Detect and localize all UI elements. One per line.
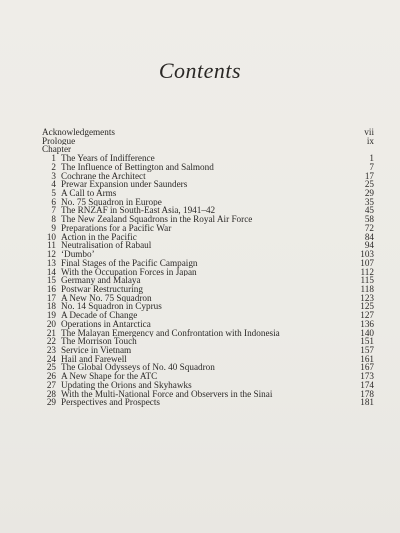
toc-chapter-row [42,381,374,390]
chapter-title: No. 14 Squadron in Cyprus [61,302,162,312]
chapter-page: 118 [360,283,374,294]
toc-chapter-row [42,302,374,311]
toc-chapter-row [42,206,374,215]
toc-chapter-row [42,276,374,285]
chapter-number: 6 [51,196,56,207]
chapter-title: The Years of Indifference [61,154,155,163]
chapter-number: 25 [46,362,56,373]
chapter-page: 1 [369,153,374,164]
chapter-number: 17 [46,292,56,303]
chapter-number: 7 [51,205,56,216]
chapter-page: 35 [364,196,374,207]
chapter-number: 2 [51,161,56,172]
toc-chapter-row [42,241,374,250]
chapter-title: Operations in Antarctica [61,319,151,329]
chapter-title: Prewar Expansion under Saunders [61,180,188,190]
chapter-page: 107 [360,257,374,268]
chapter-title: Final Stages of the Pacific Campaign [61,258,198,268]
toc-chapter-row [42,320,374,329]
chapter-number: 14 [46,266,56,277]
chapter-number: 1 [51,153,56,164]
chapter-title: Hail and Farewell [61,354,127,364]
toc-chapter-row [42,250,374,259]
chapter-title: A Decade of Change [61,311,138,320]
chapter-title: The New Zealand Squadrons in the Royal Air Force [61,215,253,224]
toc-front-label: Acknowledgements [42,128,115,137]
chapter-page: 58 [364,214,374,225]
chapter-number: 18 [46,301,56,312]
toc-front-row [42,145,374,154]
toc-chapter-row [42,337,374,346]
toc-front-row [42,128,374,137]
chapter-number: 23 [46,344,56,355]
chapter-page: 123 [360,292,374,303]
toc-chapter-row [42,224,374,233]
toc-front-page: ix [366,135,374,146]
toc-chapter-row [42,390,374,399]
chapter-title: No. 75 Squadron in Europe [61,197,162,207]
toc-chapter-row [42,363,374,372]
chapter-title: Action in the Pacific [61,232,137,242]
chapter-page: 25 [364,179,374,190]
toc-chapter-row [42,311,374,320]
toc-front-row [42,137,374,146]
toc-chapter-row [42,355,374,364]
chapter-page: 72 [364,222,374,233]
chapter-number: 26 [46,371,56,382]
chapter-page: 45 [364,205,374,216]
chapter-title: The RNZAF in South-East Asia, 1941–42 [61,206,216,216]
chapter-title: The Morrison Touch [61,337,137,346]
chapter-page: 84 [364,231,374,242]
chapter-title: Preparations for a Pacific War [61,223,172,233]
toc-chapter-heading: Chapter [42,145,72,155]
chapter-title: A Call to Arms [61,189,117,198]
toc-chapter-row [42,259,374,268]
chapter-title: Service in Vietnam [61,345,132,355]
chapter-title: A New No. 75 Squadron [61,293,152,303]
chapter-page: 151 [360,336,374,347]
chapter-title: ‘Dumbo’ [61,250,95,259]
chapter-title: The Influence of Bettington and Salmond [61,162,214,172]
chapter-title: With the Multi-National Force and Observers in the Sinai [61,389,273,399]
chapter-number: 22 [46,336,56,347]
chapter-number: 27 [46,379,56,390]
chapter-page: 173 [360,371,374,382]
toc-chapter-row [42,172,374,181]
page-title: Contents [158,58,242,83]
chapter-number: 11 [47,240,56,251]
toc-chapter-row [42,154,374,163]
toc-chapter-row [42,180,374,189]
chapter-number: 15 [46,275,56,286]
chapter-number: 3 [51,170,56,181]
chapter-page: 115 [360,275,374,286]
chapter-title: Postwar Restructuring [61,284,143,294]
chapter-number: 12 [46,249,56,260]
chapter-page: 181 [360,397,374,408]
chapter-page: 167 [360,362,374,373]
toc-chapter-row [42,398,374,407]
chapter-title: The Global Odysseys of No. 40 Squadron [61,363,215,373]
chapter-title: Cochrane the Architect [61,171,146,181]
toc-chapter-row [42,372,374,381]
chapter-title: Neutralisation of Rabaul [61,241,152,251]
chapter-title: Updating the Orions and Skyhawks [61,380,192,390]
chapter-page: 112 [360,266,374,277]
chapter-page: 103 [360,249,374,260]
chapter-number: 5 [51,188,56,199]
toc-chapter-row [42,285,374,294]
toc-chapter-row [42,233,374,242]
chapter-title: The Malayan Emergency and Confrontation with Indonesia [61,328,280,338]
toc-chapter-row [42,268,374,277]
toc-front-page: vii [364,127,374,137]
chapter-number: 29 [46,397,56,408]
chapter-page: 157 [360,344,374,355]
table-of-contents [42,128,374,407]
chapter-number: 19 [46,310,56,321]
chapter-title: Perspectives and Prospects [61,398,160,407]
chapter-page: 140 [360,327,374,338]
chapter-page: 174 [360,379,374,390]
toc-chapter-row [42,329,374,338]
chapter-number: 24 [46,353,56,364]
chapter-page: 178 [360,388,374,399]
toc-chapter-row [42,189,374,198]
chapter-number: 16 [46,283,56,294]
toc-chapter-row [42,198,374,207]
chapter-number: 28 [46,388,56,399]
chapter-number: 4 [51,179,56,190]
chapter-page: 161 [360,353,374,364]
chapter-title: Germany and Malaya [61,276,141,285]
chapter-number: 21 [46,327,56,338]
toc-chapter-row [42,346,374,355]
chapter-page: 125 [360,301,374,312]
chapter-page: 127 [360,310,374,321]
chapter-number: 9 [51,222,56,233]
chapter-page: 29 [364,188,374,199]
chapter-number: 8 [51,214,56,225]
chapter-title: A New Shape for the ATC [61,372,158,381]
chapter-page: 17 [364,170,374,181]
chapter-list [42,154,374,407]
chapter-page: 7 [369,161,374,172]
toc-front-label: Prologue [42,136,76,146]
chapter-page: 136 [360,318,374,329]
toc-chapter-row [42,215,374,224]
chapter-number: 20 [46,318,56,329]
chapter-number: 10 [46,231,56,242]
chapter-title: With the Occupation Forces in Japan [61,267,197,277]
toc-chapter-row [42,294,374,303]
toc-chapter-row [42,163,374,172]
chapter-page: 94 [364,240,374,251]
chapter-number: 13 [46,257,56,268]
